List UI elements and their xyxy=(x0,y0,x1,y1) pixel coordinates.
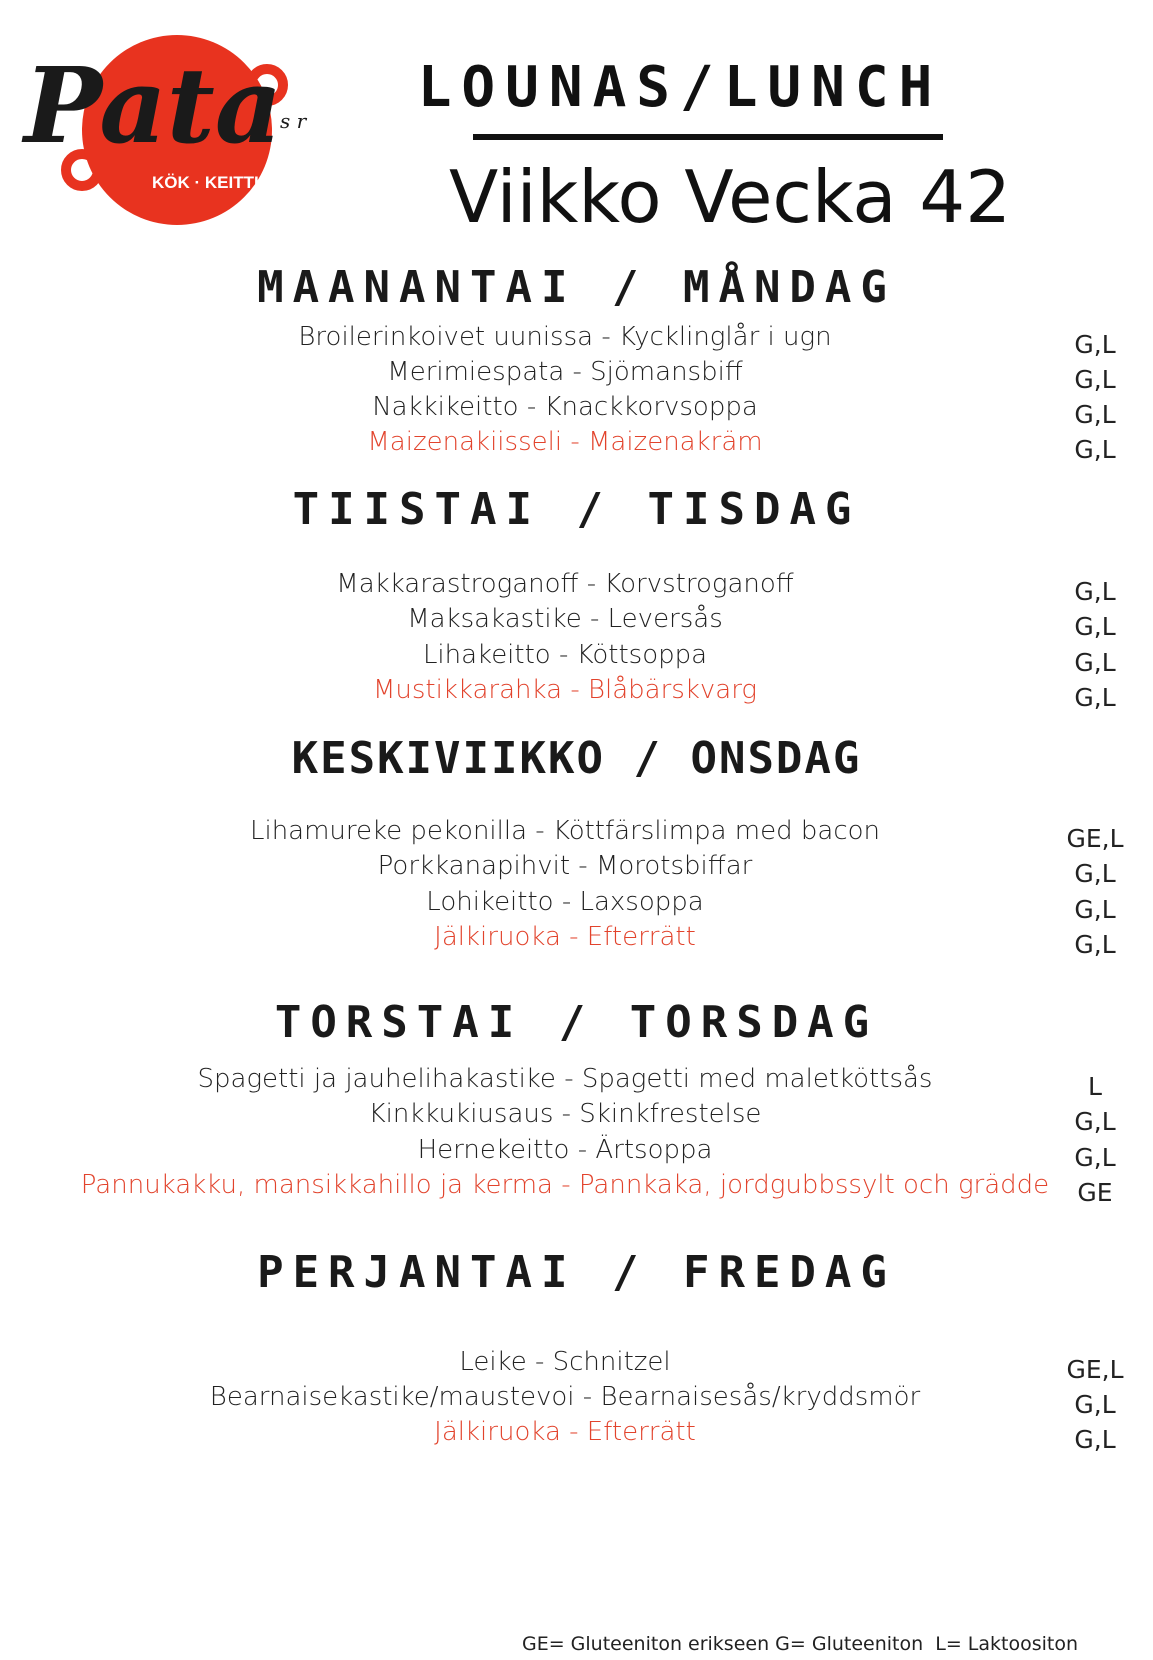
diet-label: G,L xyxy=(1074,1425,1116,1454)
diet-label: G,L xyxy=(1074,330,1116,359)
diet-label: G,L xyxy=(1074,365,1116,394)
dish-item: Porkkanapihvit - Morotsbiffar xyxy=(377,851,753,881)
dish-item: Spagetti ja jauhelihakastike - Spagetti med maletköttsås xyxy=(197,1064,933,1094)
diet-label: G,L xyxy=(1074,612,1116,641)
dish-item: Lohikeitto - Laxsoppa xyxy=(426,887,704,917)
diet-label: G,L xyxy=(1074,895,1116,924)
dish-item: Merimiespata - Sjömansbiff xyxy=(387,357,743,387)
day-heading-thursday: TORSTAI / TORSDAG xyxy=(274,997,879,1048)
dessert-item: Jälkiruoka - Efterrätt xyxy=(434,1417,696,1447)
dish-item: Makkarastroganoff - Korvstroganoff xyxy=(336,569,794,599)
dessert-item: Maizenakiisseli - Maizenakräm xyxy=(367,427,763,457)
diet-label: GE xyxy=(1077,1178,1113,1207)
dessert-item: Mustikkarahka - Blåbärskvarg xyxy=(372,675,758,705)
diet-label: GE,L xyxy=(1066,824,1124,853)
diet-label: G,L xyxy=(1074,1107,1116,1136)
diet-label: G,L xyxy=(1074,577,1116,606)
day-heading-wednesday: KESKIVIIKKO / ONSDAG xyxy=(291,733,862,784)
week-title: Viikko Vecka 42 xyxy=(448,155,1012,239)
dish-item: Lihakeitto - Köttsoppa xyxy=(422,640,708,670)
diet-label: G,L xyxy=(1074,400,1116,429)
dish-item: Hernekeitto - Ärtsoppa xyxy=(417,1135,713,1165)
diet-label: G,L xyxy=(1074,435,1116,464)
dessert-item: Jälkiruoka - Efterrätt xyxy=(434,922,696,952)
dish-item: Maksakastike - Leversås xyxy=(407,604,723,634)
dish-item: Lihamureke pekonilla - Köttfärslimpa med bacon xyxy=(249,816,881,846)
dessert-item: Pannukakku, mansikkahillo ja kerma - Pannkaka, jordgubbssylt och grädde xyxy=(80,1170,1050,1200)
pata-logo xyxy=(12,10,312,230)
diet-label: G,L xyxy=(1074,1143,1116,1172)
diet-label: G,L xyxy=(1074,930,1116,959)
dish-item: Bearnaisekastike/maustevoi - Bearnaisesås/kryddsmör xyxy=(209,1382,921,1412)
day-heading-friday: PERJANTAI / FREDAG xyxy=(257,1247,896,1298)
diet-label: G,L xyxy=(1074,648,1116,677)
logo-mark: s r xyxy=(280,109,307,133)
diet-legend: GE= Gluteeniton erikseen G= Gluteeniton L= Laktoositon xyxy=(521,1633,1079,1655)
day-heading-monday: MAANANTAI / MÅNDAG xyxy=(257,262,896,313)
diet-label: GE,L xyxy=(1066,1355,1124,1384)
logo-brand: Pata xyxy=(24,44,283,167)
dish-item: Kinkkukiusaus - Skinkfrestelse xyxy=(368,1099,762,1129)
diet-label: G,L xyxy=(1074,859,1116,888)
title-underline xyxy=(473,134,943,140)
page-title: LOUNAS/LUNCH xyxy=(417,55,943,120)
logo-subtitle: KÖK · KEITTIÖ xyxy=(152,173,272,192)
day-heading-tuesday: TIISTAI / TISDAG xyxy=(292,484,861,535)
dish-item: Nakkikeitto - Knackkorvsoppa xyxy=(372,392,758,422)
diet-label: L xyxy=(1088,1072,1102,1101)
dish-item: Leike - Schnitzel xyxy=(459,1347,671,1377)
diet-label: G,L xyxy=(1074,683,1116,712)
diet-label: G,L xyxy=(1074,1390,1116,1419)
dish-item: Broilerinkoivet uunissa - Kycklinglår i ugn xyxy=(298,322,832,352)
